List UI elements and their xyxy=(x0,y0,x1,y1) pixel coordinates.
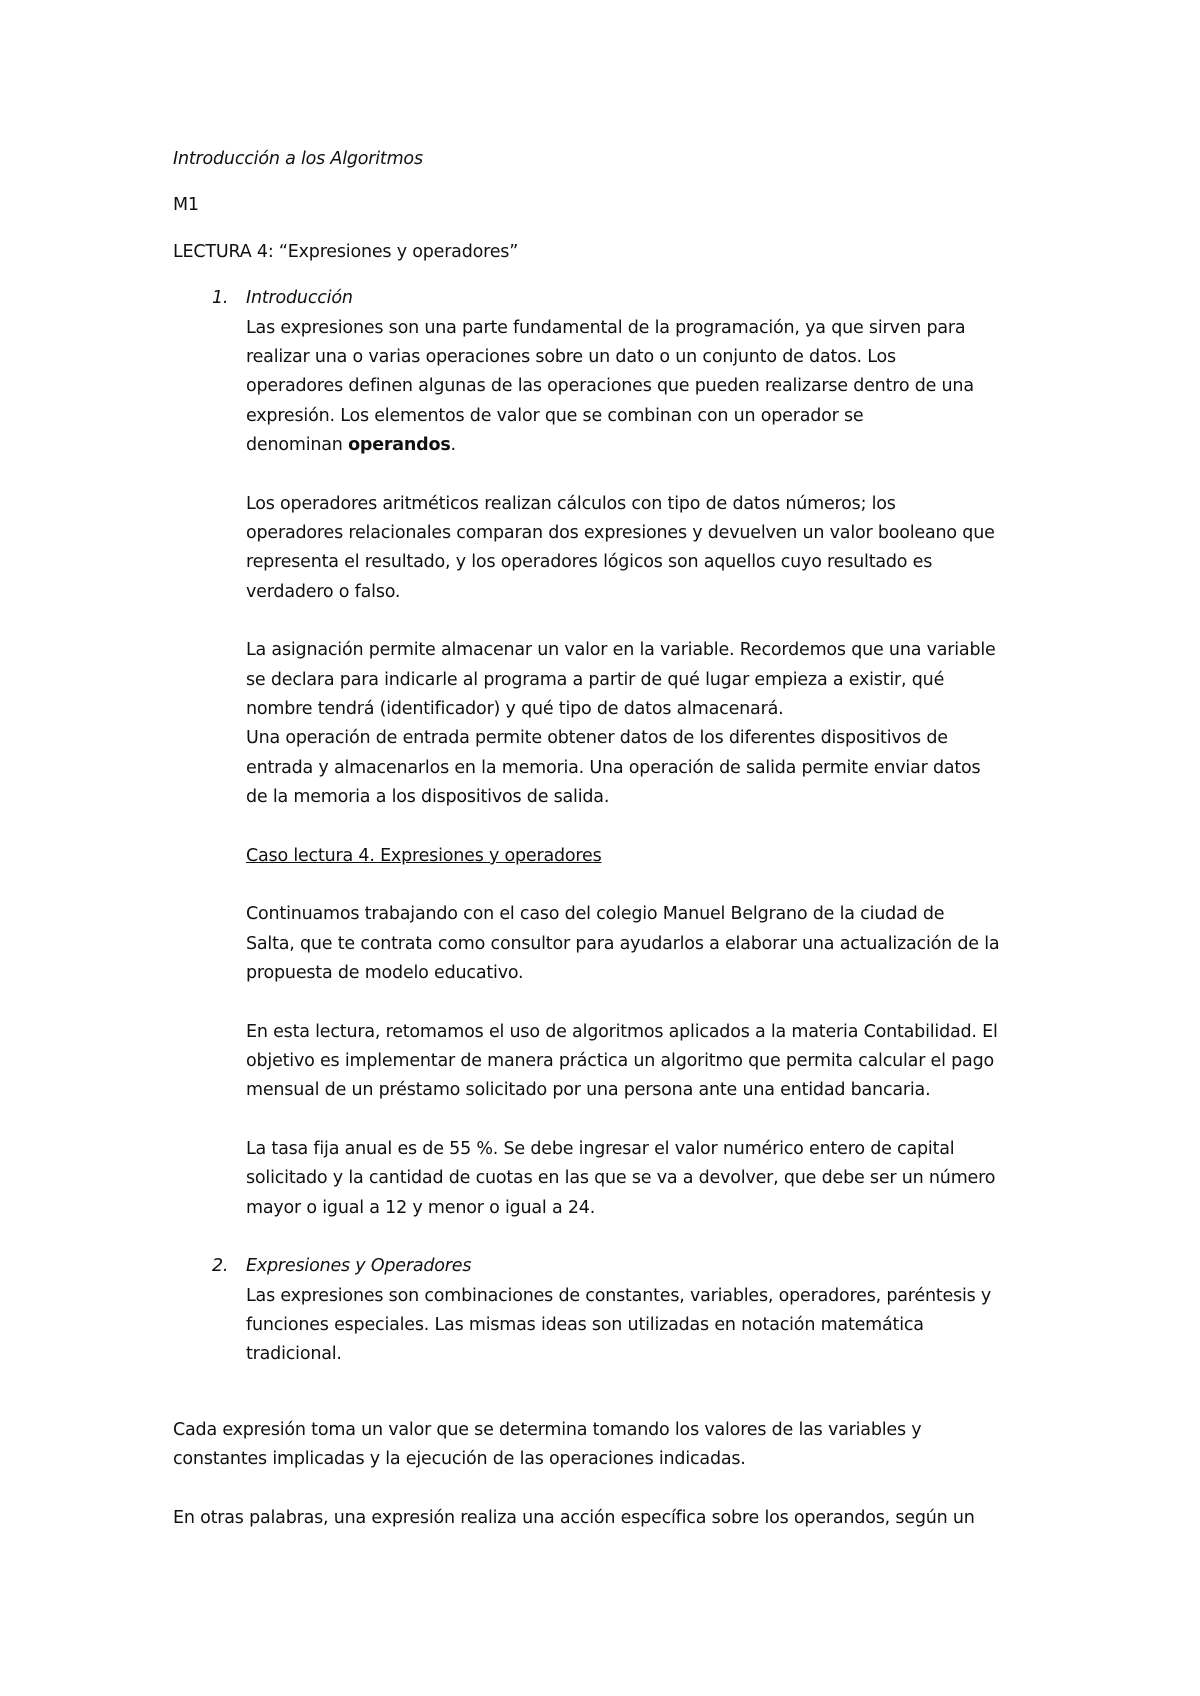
section-1-number: 1. xyxy=(212,288,229,308)
paragraph-line: solicitado y la cantidad de cuotas en las que se va a devolver, que debe ser un número xyxy=(246,1168,996,1188)
paragraph-line: propuesta de modelo educativo. xyxy=(246,963,524,983)
paragraph-line: nombre tendrá (identificador) y qué tipo de datos almacenará. xyxy=(246,699,784,719)
case-heading: Caso lectura 4. Expresiones y operadores xyxy=(246,846,602,866)
paragraph-line: En otras palabras, una expresión realiza una acción específica sobre los operandos, según un xyxy=(173,1508,975,1528)
paragraph-text: . xyxy=(450,435,456,455)
paragraph-line: entrada y almacenarlos en la memoria. Una operación de salida permite enviar datos xyxy=(246,758,981,778)
paragraph-line: Cada expresión toma un valor que se determina tomando los valores de las variables y xyxy=(173,1420,922,1440)
paragraph-line: En esta lectura, retomamos el uso de algoritmos aplicados a la materia Contabilidad. El xyxy=(246,1022,998,1042)
paragraph-line: de la memoria a los dispositivos de salida. xyxy=(246,787,610,807)
document-title: Introducción a los Algoritmos xyxy=(173,149,423,169)
paragraph-line: operadores relacionales comparan dos expresiones y devuelven un valor booleano que xyxy=(246,523,995,543)
paragraph-line: mensual de un préstamo solicitado por una persona ante una entidad bancaria. xyxy=(246,1080,931,1100)
paragraph-line: La tasa fija anual es de 55 %. Se debe ingresar el valor numérico entero de capital xyxy=(246,1139,955,1159)
paragraph-line: operadores definen algunas de las operaciones que pueden realizarse dentro de una xyxy=(246,376,974,396)
paragraph-line: La asignación permite almacenar un valor en la variable. Recordemos que una variable xyxy=(246,640,996,660)
paragraph-line: Una operación de entrada permite obtener datos de los diferentes dispositivos de xyxy=(246,728,948,748)
paragraph-line: Las expresiones son una parte fundamental de la programación, ya que sirven para xyxy=(246,318,966,338)
section-2-number: 2. xyxy=(212,1256,229,1276)
paragraph-line: verdadero o falso. xyxy=(246,582,401,602)
module-label: M1 xyxy=(173,195,199,215)
paragraph-line: realizar una o varias operaciones sobre un dato o un conjunto de datos. Los xyxy=(246,347,896,367)
paragraph-line: Continuamos trabajando con el caso del colegio Manuel Belgrano de la ciudad de xyxy=(246,904,945,924)
paragraph-line: funciones especiales. Las mismas ideas son utilizadas en notación matemática xyxy=(246,1315,924,1335)
paragraph-text: denominan xyxy=(246,435,349,455)
section-1-heading: Introducción xyxy=(246,288,353,308)
paragraph-line: objetivo es implementar de manera práctica un algoritmo que permita calcular el pago xyxy=(246,1051,994,1071)
lecture-title: LECTURA 4: “Expresiones y operadores” xyxy=(173,242,519,262)
paragraph-line: expresión. Los elementos de valor que se combinan con un operador se xyxy=(246,406,864,426)
paragraph-line: Los operadores aritméticos realizan cálculos con tipo de datos números; los xyxy=(246,494,896,514)
paragraph-line: representa el resultado, y los operadores lógicos son aquellos cuyo resultado es xyxy=(246,552,933,572)
paragraph-line: tradicional. xyxy=(246,1344,342,1364)
paragraph-line: Las expresiones son combinaciones de constantes, variables, operadores, paréntesis y xyxy=(246,1286,992,1306)
paragraph-line: mayor o igual a 12 y menor o igual a 24. xyxy=(246,1198,596,1218)
paragraph-line: constantes implicadas y la ejecución de las operaciones indicadas. xyxy=(173,1449,746,1469)
section-2-heading: Expresiones y Operadores xyxy=(246,1256,472,1276)
operandos-term: operandos xyxy=(348,435,451,455)
paragraph-line: Salta, que te contrata como consultor para ayudarlos a elaborar una actualización de la xyxy=(246,934,1000,954)
paragraph-line xyxy=(246,431,456,459)
paragraph-line: se declara para indicarle al programa a partir de qué lugar empieza a existir, qué xyxy=(246,670,945,690)
